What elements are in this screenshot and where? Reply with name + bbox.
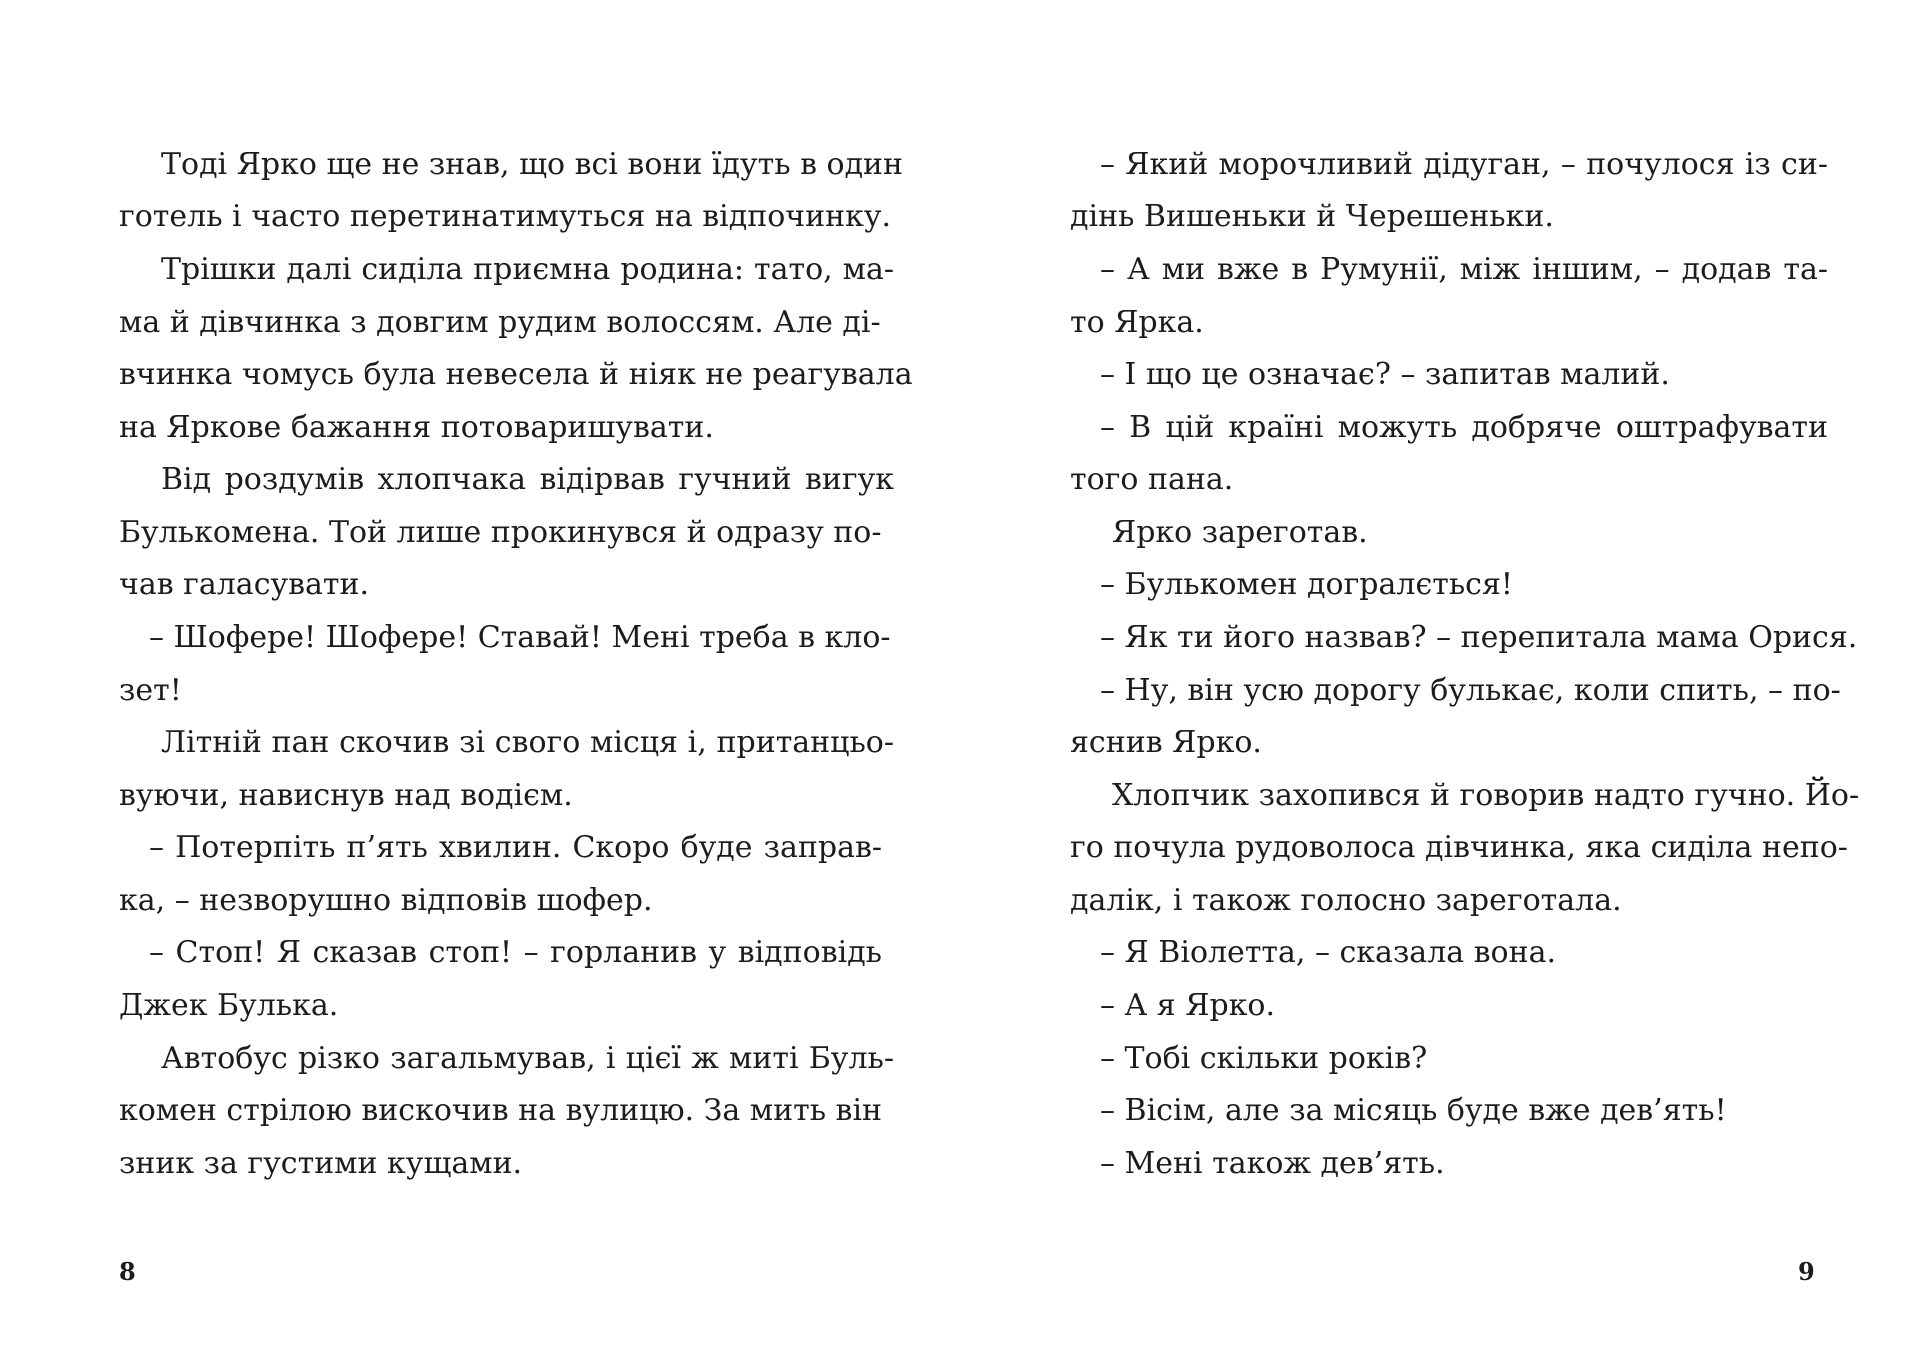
text-line: то Ярка.	[1070, 305, 1204, 340]
text-line: – Шофере! Шофере! Ставай! Мені треба в кло-	[149, 620, 891, 655]
text-line: чав галасувати.	[119, 567, 370, 602]
text-line: – Як ти його назвав? – перепитала мама Орися.	[1100, 620, 1858, 655]
text-line: – І що це означає? – запитав малий.	[1100, 357, 1670, 392]
text-line: того пана.	[1070, 462, 1234, 497]
text-line: – Який морочливий дідуган, – почулося із си-	[1100, 147, 1828, 182]
text-line: – Булькомен догралється!	[1100, 567, 1513, 602]
text-line: – Ну, він усю дорогу булькає, коли спить, – по-	[1100, 673, 1841, 708]
text-line: зет!	[119, 673, 182, 708]
text-line: – Я Віолетта, – сказала вона.	[1100, 935, 1557, 970]
text-line: Автобус різко загальмував, і цієї ж миті Буль-	[161, 1041, 894, 1076]
right-page	[960, 0, 1920, 1366]
page-number: 9	[1798, 1257, 1815, 1286]
text-line: го почула рудоволоса дівчинка, яка сиділа непо-	[1070, 830, 1848, 865]
text-line: на Яркове бажання потоваришувати.	[119, 410, 714, 445]
text-line: – А я Ярко.	[1100, 988, 1276, 1023]
text-line: – Вісім, але за місяць буде вже дев’ять!	[1100, 1093, 1727, 1128]
page-number: 8	[119, 1257, 136, 1286]
text-line: – В цій країні можуть добряче оштрафувати	[1100, 410, 1828, 445]
text-line: – Потерпіть п’ять хвилин. Скоро буде заправ-	[149, 830, 882, 865]
text-line: Трішки далі сиділа приємна родина: тато, ма-	[161, 252, 894, 287]
text-line: яснив Ярко.	[1070, 725, 1262, 760]
text-line: ма й дівчинка з довгим рудим волоссям. Але ді-	[119, 305, 881, 340]
text-line: Булькомена. Той лише прокинувся й одразу по-	[119, 515, 882, 550]
text-line: Хлопчик захопився й говорив надто гучно. Йо-	[1112, 778, 1860, 813]
text-line: – А ми вже в Румунії, між іншим, – додав та-	[1100, 252, 1828, 287]
text-line: Літній пан скочив зі свого місця і, пританцьо-	[161, 725, 894, 760]
text-line: дінь Вишеньки й Черешеньки.	[1070, 199, 1554, 234]
text-line: Джек Булька.	[119, 988, 339, 1023]
text-line: Тоді Ярко ще не знав, що всі вони їдуть в один	[161, 147, 904, 182]
text-line: готель і часто перетинатимуться на відпочинку.	[119, 199, 892, 234]
text-line: ка, – незворушно відповів шофер.	[119, 883, 653, 918]
text-line: Ярко зареготав.	[1112, 515, 1368, 550]
text-line: – Тобі скільки років?	[1100, 1041, 1428, 1076]
text-line: – Стоп! Я сказав стоп! – горланив у відповідь	[149, 935, 882, 970]
text-line: далік, і також голосно зареготала.	[1070, 883, 1622, 918]
text-line: комен стрілою вискочив на вулицю. За мить він	[119, 1093, 883, 1128]
text-line: вчинка чомусь була невесела й ніяк не реагувала	[119, 357, 913, 392]
text-line: зник за густими кущами.	[119, 1146, 523, 1181]
text-line: вуючи, нависнув над водієм.	[119, 778, 573, 813]
text-line: – Мені також дев’ять.	[1100, 1146, 1445, 1181]
text-line: Від роздумів хлопчака відірвав гучний вигук	[161, 462, 894, 497]
